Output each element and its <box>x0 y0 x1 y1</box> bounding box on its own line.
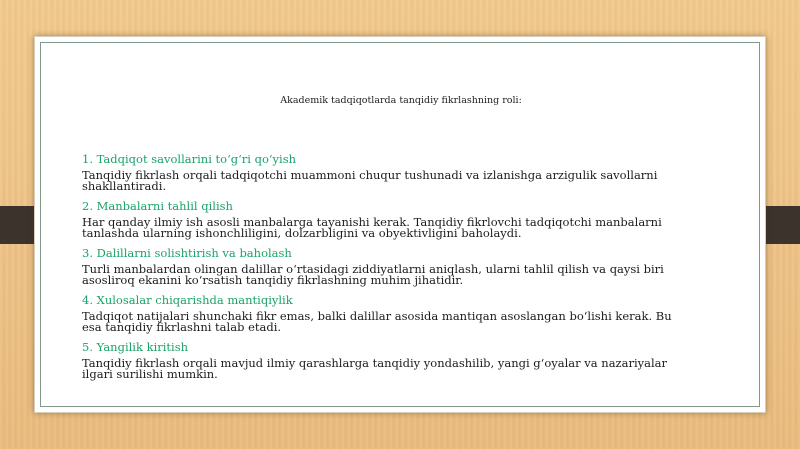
section-body: Turli manbalardan olingan dalillar o‘rtasidagi ziddiyatlarni aniqlash, ularni tahlil qilish va qaysi biri asosliroq ekanini ko‘rsatish tanqidiy fikrlashning muhim jihatidir. <box>82 262 664 287</box>
section-body: Tanqidiy fikrlash orqali mavjud ilmiy qarashlarga tanqidiy yondashilib, yangi g‘oyalar va nazariyalar ilgari surilishi mumkin. <box>82 356 668 381</box>
section-heading: 5. Yangilik kiritish <box>82 340 189 354</box>
section-heading: 3. Dalillarni solishtirish va baholash <box>82 246 292 260</box>
section-body: Tadqiqot natijalari shunchaki fikr emas, balki dalillar asosida mantiqan asoslangan bo‘lishi kerak. Bu esa tanqidiy fikrlashni talab etadi. <box>82 309 672 334</box>
section-heading: 2. Manbalarni tahlil qilish <box>82 199 233 213</box>
section-body: Har qanday ilmiy ish asosli manbalarga tayanishi kerak. Tanqidiy fikrlovchi tadqiqotchi manbalarni tanlashda ularning ishonchliligini, dolzarbligini va obyektivligini baholaydi. <box>82 215 662 240</box>
slide <box>34 36 766 413</box>
section-heading: 4. Xulosalar chiqarishda mantiqiylik <box>82 293 293 307</box>
slide-title: Akademik tadqiqotlarda tanqidiy fikrlashning roli: <box>280 95 522 106</box>
slide-content <box>82 152 682 387</box>
section-heading: 1. Tadqiqot savollarini to‘g‘ri qo‘yish <box>82 152 297 166</box>
section-body: Tanqidiy fikrlash orqali tadqiqotchi muammoni chuqur tushunadi va izlanishga arzigulik savollarni shakllantiradi. <box>82 168 658 193</box>
